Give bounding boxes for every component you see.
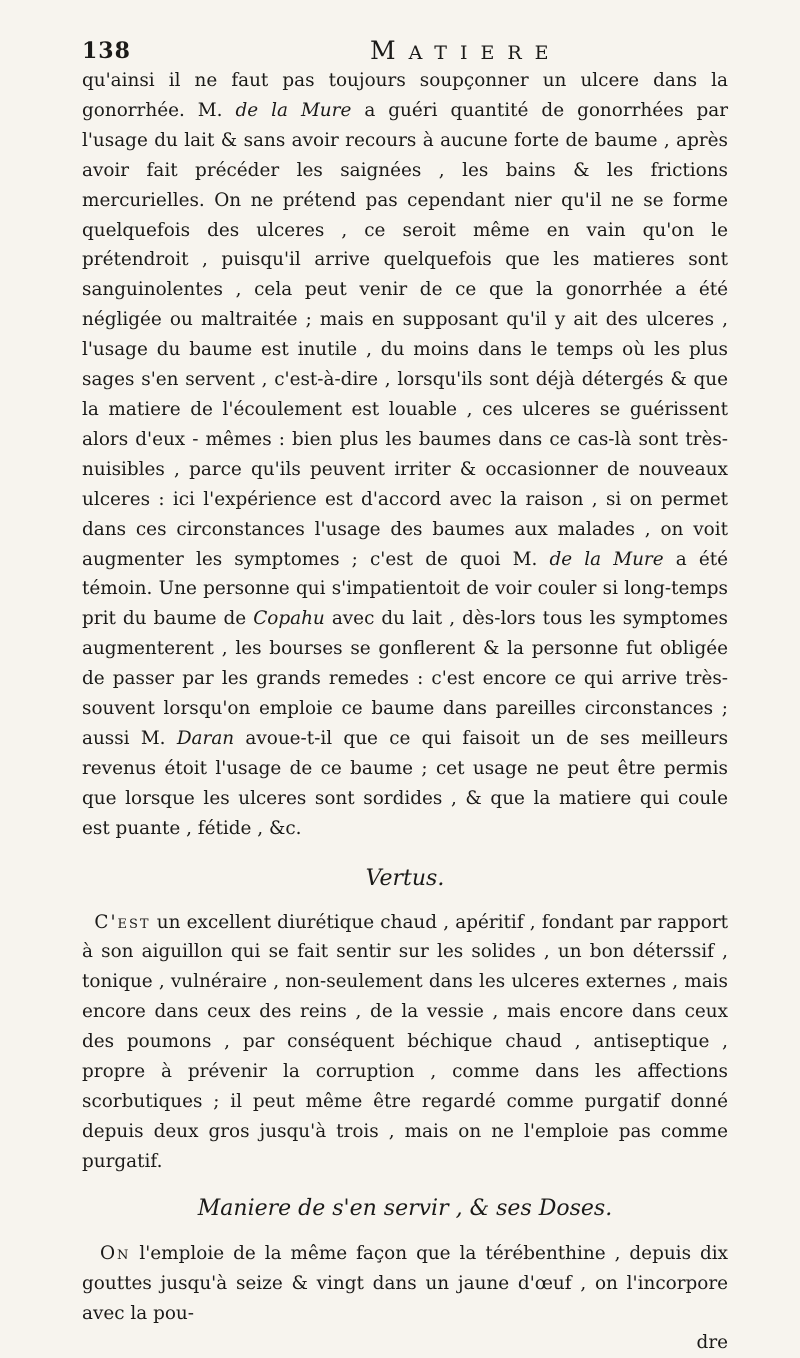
text-run: a guéri quantité de gonorrhées par l'usage du lait & sans avoir recours à aucune forte de baume , après avoir fait précéder les saignées , les bains & les frictions mercurielles. On ne prétend pas cependant nier qu'il ne se forme quelquefois des ulceres , ce seroit même en vain qu'on le prétendroit , puisqu'il arrive quelquefois que les matieres sont sanguinolentes , cela peut venir de ce que la gonorrhée a été négligée ou maltraitée ; mais en supposant qu'il y ait des ulceres , l'usage du baume est inutile , du moins dans le temps où les plus sages s'en servent , c'est-à-dire , lorsqu'ils sont déjà détergés & que la matiere de l'écoulement est louable , ces ulceres se guérissent alors d'eux - mêmes : bien plus les baumes dans ce cas-là sont très-nuisibles , parce qu'ils peuvent irriter & occasionner de nouveaux ulceres : ici l'expérience est d'accord avec la raison , si on permet dans ces circonstances l'usage des baumes aux malades , on voit augmenter les symptomes ; c'est de quoi M. xyxy=(82,99,728,570)
text-run: un excellent diurétique chaud , apéritif , fondant par rapport à son aiguillon qui se fait sentir sur les solides , un bon déterssif , tonique , vulnéraire , non-seulement dans les ulceres externes , mais encore dans ceux des reins , de la vessie , mais encore dans ceux des poumons , par conséquent béchique chaud , antiseptique , propre à prévenir la corruption , comme dans les affections scorbutiques ; il peut même être regardé comme purgatif donné depuis deux gros jusqu'à trois , mais on ne l'emploie pas comme purgatif. xyxy=(82,911,728,1172)
page-number: 138 xyxy=(82,38,131,64)
running-head xyxy=(82,36,740,66)
text-run: M. xyxy=(197,99,236,121)
name-copahu: Copahu xyxy=(253,608,325,630)
name-daran: Daran xyxy=(176,727,235,749)
heading-vertus: Vertus. xyxy=(365,865,445,891)
paragraph-vertus xyxy=(82,908,728,1177)
name-de-la-mure: de la Mure xyxy=(549,548,664,570)
running-title xyxy=(370,36,562,65)
text-run: qu'ainsi il ne faut pas toujours soupçonner un ulcere dans la gonorrhée. xyxy=(82,70,728,121)
name-de-la-mure: de la Mure xyxy=(235,99,352,121)
paragraph-gonorrhee xyxy=(82,66,728,844)
text-run: l'emploie de la même façon que la térébenthine , depuis dix gouttes jusqu'à seize & vingt dans un jaune d'œuf , on l'incorpore avec la pou- xyxy=(82,1242,728,1324)
running-title-rest: ATIERE xyxy=(408,42,562,64)
running-title-initial: M xyxy=(370,36,409,65)
paragraph-maniere xyxy=(82,1239,728,1329)
lead-word: C'est xyxy=(94,911,151,933)
body-text xyxy=(82,66,728,1358)
catchword: dre xyxy=(696,1332,728,1354)
lead-word: On xyxy=(99,1242,131,1264)
heading-maniere: Maniere de s'en servir , & ses Doses. xyxy=(197,1195,613,1221)
text-run: avec du lait , dès-lors tous les symptomes augmenterent , les bourses se gonflerent & la personne fut obligée de passer par les grands remedes : c'est encore ce qui arrive très-souvent lorsqu'on emploie ce baume dans pareilles circonstances ; aussi M. xyxy=(82,608,728,749)
text-run: avoue-t-il que ce qui faisoit un de ses meilleurs revenus étoit l'usage de ce baume ; cet usage ne peut être permis que lorsque les ulceres sont sordides , & que la matiere qui coule est puante , fétide , &c. xyxy=(82,727,729,839)
text-run: a été témoin. Une personne qui s'impatientoit de voir couler si long-temps prit du baume de xyxy=(82,548,728,630)
